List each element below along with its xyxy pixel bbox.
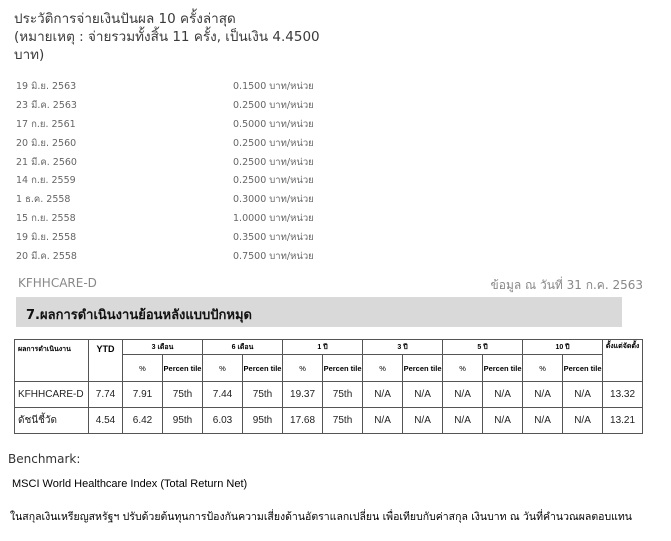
dividend-note-line2: บาท)	[14, 47, 45, 63]
header-since-inception: ตั้งแต่จัดตั้ง	[603, 340, 643, 382]
dividend-date: 15 ก.ย. 2558	[16, 213, 76, 225]
row-label: ดัชนีชี้วัด	[15, 408, 89, 434]
header-5y: 5 ปี	[443, 340, 523, 355]
dividend-date: 21 มี.ค. 2560	[16, 156, 77, 168]
cell: 7.91	[123, 382, 163, 408]
cell: 7.44	[203, 382, 243, 408]
cell: 75th	[243, 382, 283, 408]
cell: N/A	[563, 408, 603, 434]
table-row	[15, 382, 643, 408]
fund-code: KFHHCARE-D	[18, 276, 97, 290]
cell: N/A	[523, 408, 563, 434]
dividend-amount: 0.2500 บาท/หน่วย	[233, 175, 314, 187]
cell: N/A	[443, 408, 483, 434]
cell: 4.54	[89, 408, 123, 434]
section-header	[16, 297, 622, 327]
subheader-pct: %	[123, 355, 163, 382]
dividend-list	[16, 76, 416, 265]
dividend-date: 20 มี.ค. 2558	[16, 251, 77, 263]
row-label: KFHHCARE-D	[15, 382, 89, 408]
dividend-header	[14, 10, 434, 64]
header-3m: 3 เดือน	[123, 340, 203, 355]
dividend-date: 19 มิ.ย. 2563	[16, 81, 77, 92]
cell: 6.42	[123, 408, 163, 434]
performance-table	[14, 339, 643, 434]
subheader-pct: %	[283, 355, 323, 382]
list-item	[16, 76, 416, 95]
cell: 75th	[323, 408, 363, 434]
list-item	[16, 133, 416, 152]
cell: 13.21	[603, 408, 643, 434]
header-6m: 6 เดือน	[203, 340, 283, 355]
benchmark-name: MSCI World Healthcare Index (Total Return Net)	[12, 478, 248, 490]
cell: N/A	[403, 408, 443, 434]
dividend-amount: 0.3500 บาท/หน่วย	[233, 232, 314, 244]
list-item	[16, 95, 416, 114]
table-row	[15, 408, 643, 434]
subheader-pct: %	[443, 355, 483, 382]
header-1y: 1 ปี	[283, 340, 363, 355]
dividend-date: 19 มิ.ย. 2558	[16, 232, 77, 244]
subheader-pct: %	[363, 355, 403, 382]
cell: 13.32	[603, 382, 643, 408]
subheader-pct: %	[523, 355, 563, 382]
cell: 95th	[163, 408, 203, 434]
as-of-date: ข้อมูล ณ วันที่ 31 ก.ค. 2563	[490, 278, 643, 292]
benchmark-label: Benchmark:	[8, 452, 81, 466]
cell: 95th	[243, 408, 283, 434]
dividend-amount: 0.1500 บาท/หน่วย	[233, 81, 314, 92]
list-item	[16, 152, 416, 171]
cell: N/A	[483, 382, 523, 408]
subheader-percentile: Percen tile	[243, 355, 283, 382]
dividend-date: 23 มี.ค. 2563	[16, 99, 77, 111]
dividend-note-line1: (หมายเหตุ : จ่ายรวมทั้งสิ้น 11 ครั้ง, เป็นเงิน 4.4500	[14, 29, 320, 45]
header-performance: ผลการดำเนินงาน	[15, 340, 89, 382]
cell: N/A	[483, 408, 523, 434]
list-item	[16, 189, 416, 208]
dividend-date: 20 มิ.ย. 2560	[16, 137, 77, 149]
list-item	[16, 170, 416, 189]
cell: N/A	[403, 382, 443, 408]
list-item	[16, 227, 416, 246]
dividend-amount: 1.0000 บาท/หน่วย	[233, 213, 314, 225]
dividend-title: ประวัติการจ่ายเงินปันผล 10 ครั้งล่าสุด	[14, 11, 236, 27]
list-item	[16, 246, 416, 265]
list-item	[16, 208, 416, 227]
subheader-percentile: Percen tile	[563, 355, 603, 382]
header-10y: 10 ปี	[523, 340, 603, 355]
header-3y: 3 ปี	[363, 340, 443, 355]
dividend-amount: 0.5000 บาท/หน่วย	[233, 118, 314, 130]
section-title: 7.ผลการดำเนินงานย้อนหลังแบบปักหมุด	[26, 308, 252, 323]
subheader-percentile: Percen tile	[163, 355, 203, 382]
dividend-amount: 0.2500 บาท/หน่วย	[233, 99, 314, 111]
dividend-amount: 0.2500 บาท/หน่วย	[233, 137, 314, 149]
subheader-pct: %	[203, 355, 243, 382]
table-header-row	[15, 340, 643, 355]
dividend-amount: 0.7500 บาท/หน่วย	[233, 251, 314, 263]
cell: N/A	[363, 382, 403, 408]
dividend-amount: 0.2500 บาท/หน่วย	[233, 156, 314, 168]
cell: 7.74	[89, 382, 123, 408]
subheader-percentile: Percen tile	[403, 355, 443, 382]
cell: 75th	[163, 382, 203, 408]
dividend-date: 14 ก.ย. 2559	[16, 175, 76, 187]
header-ytd: YTD	[89, 340, 123, 382]
cell: 6.03	[203, 408, 243, 434]
dividend-date: 17 ก.ย. 2561	[16, 118, 76, 130]
cell: 75th	[323, 382, 363, 408]
dividend-amount: 0.3000 บาท/หน่วย	[233, 194, 314, 206]
benchmark-note: ในสกุลเงินเหรียญสหรัฐฯ ปรับด้วยต้นทุนการป้องกันความเสี่ยงด้านอัตราแลกเปลี่ยน เพื่อเทียบกับค่าสกุล เงินบาท ณ วันที่คำนวณผลตอบแทน	[10, 511, 632, 523]
cell: N/A	[443, 382, 483, 408]
subheader-percentile: Percen tile	[323, 355, 363, 382]
cell: N/A	[363, 408, 403, 434]
cell: 19.37	[283, 382, 323, 408]
cell: 17.68	[283, 408, 323, 434]
list-item	[16, 114, 416, 133]
subheader-percentile: Percen tile	[483, 355, 523, 382]
dividend-date: 1 ธ.ค. 2558	[16, 194, 71, 206]
cell: N/A	[563, 382, 603, 408]
cell: N/A	[523, 382, 563, 408]
